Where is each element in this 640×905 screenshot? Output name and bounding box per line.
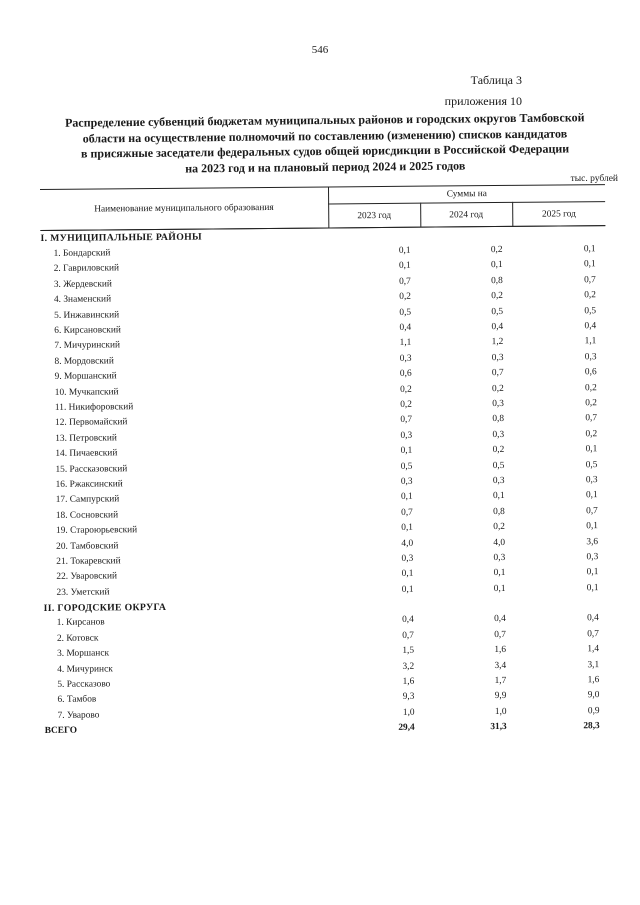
value-2023: 0,1 xyxy=(400,492,413,503)
value-2023: 1,5 xyxy=(402,645,415,657)
value-2024: 3,4 xyxy=(494,660,507,671)
value-2025: 0,7 xyxy=(584,275,596,286)
value-2024: 31,3 xyxy=(490,722,507,733)
municipality-name: 1. Кирсанов xyxy=(56,617,105,629)
municipality-name: ВСЕГО xyxy=(44,725,78,737)
value-2025: 0,9 xyxy=(587,705,600,717)
municipality-name: 2. Котовск xyxy=(56,633,99,644)
value-2023: 3,2 xyxy=(402,661,415,672)
value-2023: 0,1 xyxy=(398,261,411,272)
municipality-name: 2. Гавриловский xyxy=(53,263,120,275)
value-2023: 0,2 xyxy=(400,399,412,410)
municipality-name: 17. Сампурский xyxy=(55,494,120,506)
value-2023: 0,1 xyxy=(400,445,413,457)
value-2024: 0,2 xyxy=(491,291,503,302)
value-2024: 0,3 xyxy=(492,475,505,486)
value-2023: 9,3 xyxy=(402,692,415,703)
value-2023: 0,6 xyxy=(399,368,412,380)
header-sums: Суммы на xyxy=(328,185,605,204)
value-2023: 0,4 xyxy=(399,322,412,333)
value-2024: 0,3 xyxy=(493,552,506,563)
value-2023: 0,1 xyxy=(401,584,414,595)
value-2023: 0,1 xyxy=(401,522,414,533)
municipality-name: 5. Рассказово xyxy=(57,679,111,690)
value-2024: 0,2 xyxy=(491,383,504,394)
value-2023: 0,3 xyxy=(400,476,413,487)
value-2023: 0,3 xyxy=(400,430,413,441)
value-2025: 1,6 xyxy=(587,675,600,686)
value-2025: 0,6 xyxy=(584,367,597,378)
municipality-name: 15. Рассказовский xyxy=(55,463,128,475)
value-2023 xyxy=(328,227,420,244)
value-2024: 0,3 xyxy=(492,429,505,440)
municipality-name: 5. Инжавинский xyxy=(54,309,120,321)
header-year-2023: 2023 год xyxy=(328,203,420,228)
value-2024: 9,9 xyxy=(494,691,507,702)
municipality-name: 7. Мичуринский xyxy=(54,340,121,352)
value-2024 xyxy=(420,226,512,243)
municipality-name: 6. Тамбов xyxy=(57,694,97,706)
value-2025: 28,3 xyxy=(583,721,600,732)
value-2025: 0,7 xyxy=(586,505,598,516)
table-body xyxy=(40,226,609,739)
value-2025: 0,1 xyxy=(585,490,598,501)
value-2024: 0,4 xyxy=(491,321,504,333)
municipality-name: 19. Староюрьевский xyxy=(55,525,138,536)
municipality-name: 21. Токаревский xyxy=(56,556,121,567)
municipality-name: I. МУНИЦИПАЛЬНЫЕ РАЙОНЫ xyxy=(40,231,202,245)
value-2024 xyxy=(424,596,516,612)
value-2023: 1,1 xyxy=(399,338,412,349)
municipality-name: 20. Тамбовский xyxy=(56,540,119,552)
municipality-name: 16. Ржаксинский xyxy=(55,479,123,490)
value-2024: 0,8 xyxy=(493,506,505,517)
value-2025: 0,4 xyxy=(584,321,597,332)
municipality-name: II. ГОРОДСКИЕ ОКРУГА xyxy=(43,601,167,614)
value-2023: 0,4 xyxy=(402,615,414,626)
value-2025: 0,3 xyxy=(586,552,599,563)
appendix-ref: приложения 10 xyxy=(444,94,522,108)
value-2023: 4,0 xyxy=(401,538,414,549)
municipality-name: 10. Мучкапский xyxy=(54,386,119,398)
page-number: 546 xyxy=(311,44,329,56)
value-2025: 0,3 xyxy=(584,351,597,363)
value-2024: 0,8 xyxy=(492,414,505,425)
value-2025: 0,2 xyxy=(584,290,596,301)
value-2025: 0,1 xyxy=(586,567,599,578)
title-line: области на осуществление полномочий по составлению (изменению) списков кандидатов xyxy=(82,125,568,146)
value-2024: 1,2 xyxy=(491,337,504,348)
value-2023: 0,7 xyxy=(400,415,413,426)
value-2024: 0,5 xyxy=(491,306,504,317)
value-2024: 0,1 xyxy=(490,260,503,271)
municipality-name: 3. Жердевский xyxy=(53,279,112,290)
value-2025: 0,1 xyxy=(586,521,599,532)
municipality-name: 4. Мичуринск xyxy=(57,664,113,675)
value-2023: 0,2 xyxy=(399,292,412,303)
unit-label: тыс. рублей xyxy=(570,174,618,184)
value-2024: 4,0 xyxy=(493,537,506,548)
value-2024: 0,2 xyxy=(490,245,503,256)
value-2024: 0,7 xyxy=(491,368,504,379)
value-2024: 0,3 xyxy=(492,398,504,410)
value-2025: 0,1 xyxy=(586,582,599,593)
value-2024: 0,3 xyxy=(491,352,504,363)
value-2023: 0,3 xyxy=(401,553,414,564)
value-2023: 0,7 xyxy=(399,276,411,287)
value-2023: 0,5 xyxy=(400,461,413,472)
value-2023: 0,1 xyxy=(401,569,414,580)
value-2025: 1,4 xyxy=(587,644,600,655)
subvention-table-container xyxy=(40,184,610,739)
value-2024: 0,4 xyxy=(494,614,506,625)
value-2024: 0,2 xyxy=(493,522,506,533)
value-2025: 0,1 xyxy=(583,259,596,270)
value-2025: 0,7 xyxy=(585,413,598,424)
value-2025: 1,1 xyxy=(584,336,597,347)
municipality-name: 14. Пичаевский xyxy=(55,448,118,460)
value-2025: 0,2 xyxy=(584,382,597,393)
value-2025: 0,2 xyxy=(585,398,597,409)
municipality-name: 6. Кирсановский xyxy=(54,325,121,336)
value-2024: 0,8 xyxy=(491,275,503,286)
value-2023: 0,5 xyxy=(399,307,412,318)
value-2025: 9,0 xyxy=(587,690,600,701)
subvention-table xyxy=(40,184,610,739)
title-line: Распределение субвенций бюджетам муниципальных районов и городских округов Тамбовской xyxy=(64,110,585,130)
header-name-column: Наименование муниципального образования xyxy=(40,187,328,231)
value-2025: 0,7 xyxy=(587,628,599,640)
title-line: на 2023 год и на плановый период 2024 и 2025 годов xyxy=(185,158,466,175)
municipality-name: 22. Уваровский xyxy=(56,571,118,583)
document-title xyxy=(34,110,617,178)
value-2023: 1,0 xyxy=(402,707,415,718)
value-2023: 0,1 xyxy=(398,245,411,256)
value-2025: 0,1 xyxy=(583,244,596,255)
value-2023 xyxy=(332,597,424,613)
value-2024: 0,5 xyxy=(492,460,505,471)
value-2024: 0,1 xyxy=(492,491,505,502)
value-2024: 0,2 xyxy=(492,445,505,456)
value-2024: 0,7 xyxy=(494,629,506,640)
value-2025: 0,5 xyxy=(584,305,597,316)
value-2024: 1,0 xyxy=(494,706,507,717)
value-2025: 0,1 xyxy=(585,444,598,455)
municipality-name: 11. Никифоровский xyxy=(54,402,134,413)
value-2024: 0,1 xyxy=(493,568,506,579)
value-2024: 0,1 xyxy=(493,583,506,594)
value-2023: 0,3 xyxy=(399,353,412,364)
value-2025: 0,4 xyxy=(587,613,599,624)
municipality-name: 7. Уварово xyxy=(57,710,100,721)
value-2023: 1,6 xyxy=(402,676,415,687)
header-year-2025: 2025 год xyxy=(512,202,605,227)
municipality-name: 13. Петровский xyxy=(55,433,117,444)
value-2025 xyxy=(512,226,605,243)
municipality-name: 3. Моршанск xyxy=(57,648,110,660)
municipality-name: 9. Моршанский xyxy=(54,371,117,383)
municipality-name: 12. Первомайский xyxy=(55,417,128,429)
municipality-name: 8. Мордовский xyxy=(54,356,114,367)
appendix-table-ref: Таблица 3 xyxy=(470,73,522,87)
value-2024: 1,7 xyxy=(494,675,507,687)
value-2024: 1,6 xyxy=(494,645,507,656)
value-2023: 0,7 xyxy=(402,630,414,641)
municipality-name: 1. Бондарский xyxy=(53,248,111,259)
value-2025 xyxy=(516,595,609,611)
value-2025: 0,5 xyxy=(585,459,598,470)
header-year-2024: 2024 год xyxy=(420,202,512,227)
value-2023: 0,7 xyxy=(401,507,413,518)
value-2025: 0,3 xyxy=(585,475,598,486)
municipality-name: 4. Знаменский xyxy=(53,294,112,306)
value-2025: 3,6 xyxy=(586,536,599,547)
municipality-name: 23. Уметский xyxy=(56,587,110,598)
value-2023: 29,4 xyxy=(398,722,415,734)
value-2025: 3,1 xyxy=(587,659,600,670)
municipality-name: 18. Сосновский xyxy=(55,510,119,521)
value-2023: 0,2 xyxy=(400,384,412,395)
title-line: в присяжные заседатели федеральных судов общей юрисдикции в Российской Федерации xyxy=(80,141,570,161)
value-2025: 0,2 xyxy=(585,428,598,440)
